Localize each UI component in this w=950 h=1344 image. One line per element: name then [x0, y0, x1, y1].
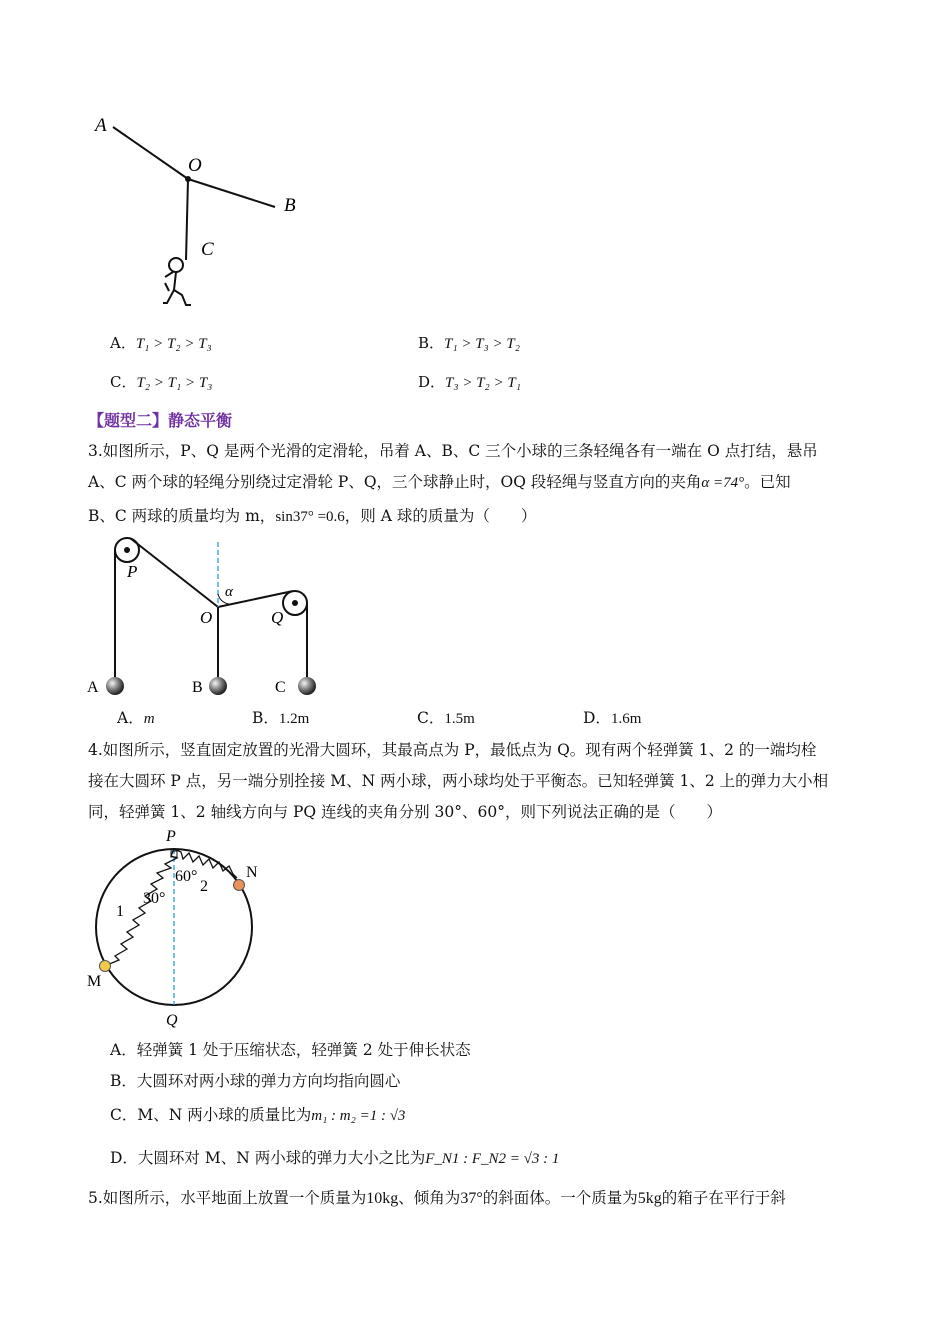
label-angle-60: 60° — [175, 868, 198, 885]
label-b: B — [284, 195, 296, 216]
q2-option-c[interactable]: C．T₂ > T₁ > T₃ — [110, 373, 213, 391]
q3-option-c[interactable]: C．1.5m — [417, 709, 475, 727]
label-angle-30: 30° — [143, 890, 166, 907]
q3-option-d[interactable]: D．1.6m — [583, 709, 642, 727]
q2-option-a[interactable]: A．T₁ > T₂ > T₃ — [110, 334, 212, 352]
rope-ob — [188, 179, 275, 207]
ball-m — [100, 961, 111, 972]
label-a: A — [95, 115, 107, 136]
ball-c — [298, 677, 316, 695]
q3-figure — [85, 532, 325, 702]
ball-b — [209, 677, 227, 695]
ball-n — [234, 880, 245, 891]
label-o: O — [188, 155, 202, 176]
rope-ao — [113, 127, 188, 179]
label-spring-2: 2 — [200, 878, 208, 895]
q3-line-1: 3.如图所示，P、Q 是两个光滑的定滑轮，吊着 A、B、C 三个小球的三条轻绳各有一端在 O 点打结，悬吊 — [88, 442, 818, 460]
label-c: C — [201, 239, 214, 260]
q2-option-d[interactable]: D．T₃ > T₂ > T₁ — [418, 373, 521, 391]
ball-a — [106, 677, 124, 695]
q4-figure — [85, 826, 275, 1031]
label-o: O — [200, 608, 213, 627]
rope-po — [130, 538, 218, 607]
q4-option-a[interactable]: A．轻弹簧 1 处于压缩状态，轻弹簧 2 处于伸长状态 — [110, 1041, 471, 1059]
q4-line-1: 4.如图所示，竖直固定放置的光滑大圆环，其最高点为 P，最低点为 Q。现有两个轻弹簧 1、2 的一端均栓 — [88, 741, 817, 759]
q3-option-b[interactable]: B．1.2m — [252, 709, 310, 727]
label-spring-1: 1 — [116, 903, 124, 920]
q2-option-b[interactable]: B．T₁ > T₃ > T₂ — [418, 334, 520, 352]
section-heading: 【题型二】静态平衡 — [88, 411, 233, 430]
label-ball-a: A — [87, 679, 99, 696]
label-alpha: α — [225, 584, 233, 600]
label-m: M — [87, 973, 102, 990]
label-q: Q — [166, 1012, 178, 1029]
q5-line-1: 5.如图所示，水平地面上放置一个质量为10kg、倾角为37°的斜面体。一个质量为5kg的箱子在平行于斜 — [88, 1189, 786, 1207]
q4-line-3: 同，轻弹簧 1、2 轴线方向与 PQ 连线的夹角分别 30°、60°，则下列说法正确的是（ ） — [88, 803, 722, 821]
q4-option-b[interactable]: B．大圆环对两小球的弹力方向均指向圆心 — [110, 1072, 401, 1090]
label-p: P — [166, 828, 176, 845]
rope-oc — [186, 179, 188, 260]
label-n: N — [246, 864, 258, 881]
knot-o — [185, 176, 191, 182]
climber-icon — [163, 258, 191, 305]
q4-option-d[interactable]: D．大圆环对 M、N 两小球的弹力大小之比为F_N1 : F_N2 = √3 : 1 — [110, 1149, 560, 1167]
q3-line-3: B、C 两球的质量均为 m，sin37° =0.6，则 A 球的质量为（ ） — [88, 507, 537, 525]
q4-option-c[interactable]: C．M、N 两小球的质量比为m₁ : m₂ =1 : √3 — [110, 1106, 406, 1124]
label-q: Q — [271, 608, 284, 627]
q3-line-2: A、C 两个球的轻绳分别绕过定滑轮 P、Q，三个球静止时，OQ 段轻绳与竖直方向的夹角α =74°。已知 — [88, 473, 791, 491]
label-ball-b: B — [192, 679, 203, 696]
q3-option-a[interactable]: A．m — [117, 709, 155, 727]
label-ball-c: C — [275, 679, 286, 696]
q4-line-2: 接在大圆环 P 点，另一端分别拴接 M、N 两小球，两小球均处于平衡态。已知轻弹簧 1、2 上的弹力大小相 — [88, 772, 829, 790]
q2-figure — [85, 105, 315, 320]
label-p: P — [127, 562, 138, 581]
